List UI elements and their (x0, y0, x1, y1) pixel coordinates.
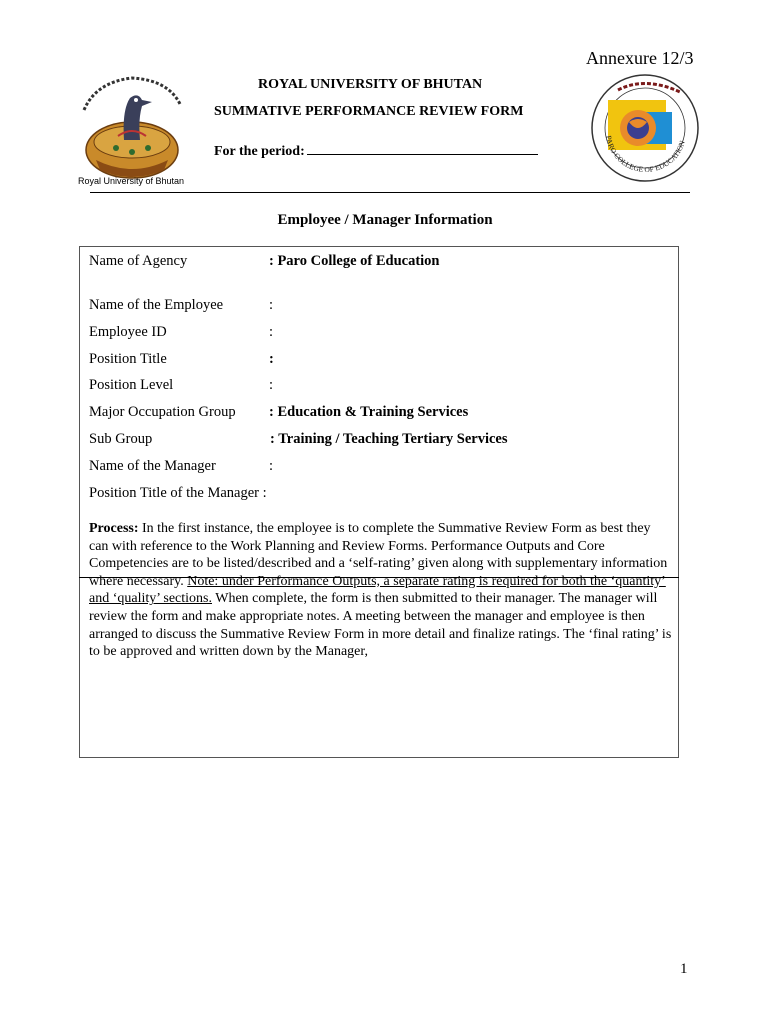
field-label: Name of the Employee (89, 297, 224, 313)
field-value[interactable]: : Paro College of Education (269, 253, 440, 269)
field-value[interactable]: : (269, 377, 274, 393)
process-paragraph (89, 520, 673, 661)
university-title: ROYAL UNIVERSITY OF BHUTAN (258, 77, 483, 92)
field-value[interactable]: : (269, 324, 274, 340)
period-field (214, 142, 538, 160)
process-heading: Process: (89, 521, 139, 536)
field-value[interactable]: : Training / Teaching Tertiary Services (270, 431, 508, 447)
field-label: Name of Agency (89, 253, 188, 269)
field-value[interactable]: : (269, 297, 274, 313)
field-value[interactable]: : Education & Training Services (269, 404, 469, 420)
form-title: SUMMATIVE PERFORMANCE REVIEW FORM (214, 104, 524, 119)
rub-logo-caption: Royal University of Bhutan (78, 176, 185, 186)
period-blank-line (307, 142, 538, 155)
field-value[interactable]: : (269, 458, 274, 474)
period-label: For the period: (214, 144, 305, 159)
section-title: Employee / Manager Information (277, 212, 493, 228)
paro-college-seal-icon (588, 72, 702, 184)
field-label: Position Title (89, 351, 167, 367)
overlay-rule-line (79, 577, 679, 578)
field-label: Position Level (89, 377, 174, 393)
process-text-1: In the first instance, the employee is to complete the Summative Review Form as best they can with reference to the Work Planning and Review Forms. Performance Outputs and Core Competencies are to be listed/described and a ‘self-rating’ given along with supplementary information where necessary. (89, 521, 668, 589)
field-label: Employee ID (89, 324, 167, 340)
field-label: Major Occupation Group (89, 404, 236, 420)
field-label: Sub Group (89, 431, 153, 447)
process-text-2: When complete, the form is then submitted to their manager. The manager will review the form and make appropriate notes. A meeting between the manager and employee is then arranged to discuss the Summative Review Form in more detail and finalize ratings. The ‘final rating’ is to be approved and written down by the Manager, (89, 591, 672, 660)
seal-text: PARO COLLEGE OF EDUCATION (604, 134, 687, 175)
header-divider (90, 192, 690, 193)
royal-university-crest-icon (76, 70, 188, 190)
field-label: Position Title of the Manager : (89, 485, 267, 501)
info-box (79, 246, 679, 758)
field-label: Name of the Manager (89, 458, 216, 474)
field-value[interactable]: : (269, 351, 274, 367)
process-note: Note: under Performance Outputs, a separate rating is required for both the ‘quantity’ and ‘quality’ sections. (89, 573, 666, 607)
page-number: 1 (680, 961, 688, 977)
annexure-label: Annexure 12/3 (586, 48, 694, 68)
